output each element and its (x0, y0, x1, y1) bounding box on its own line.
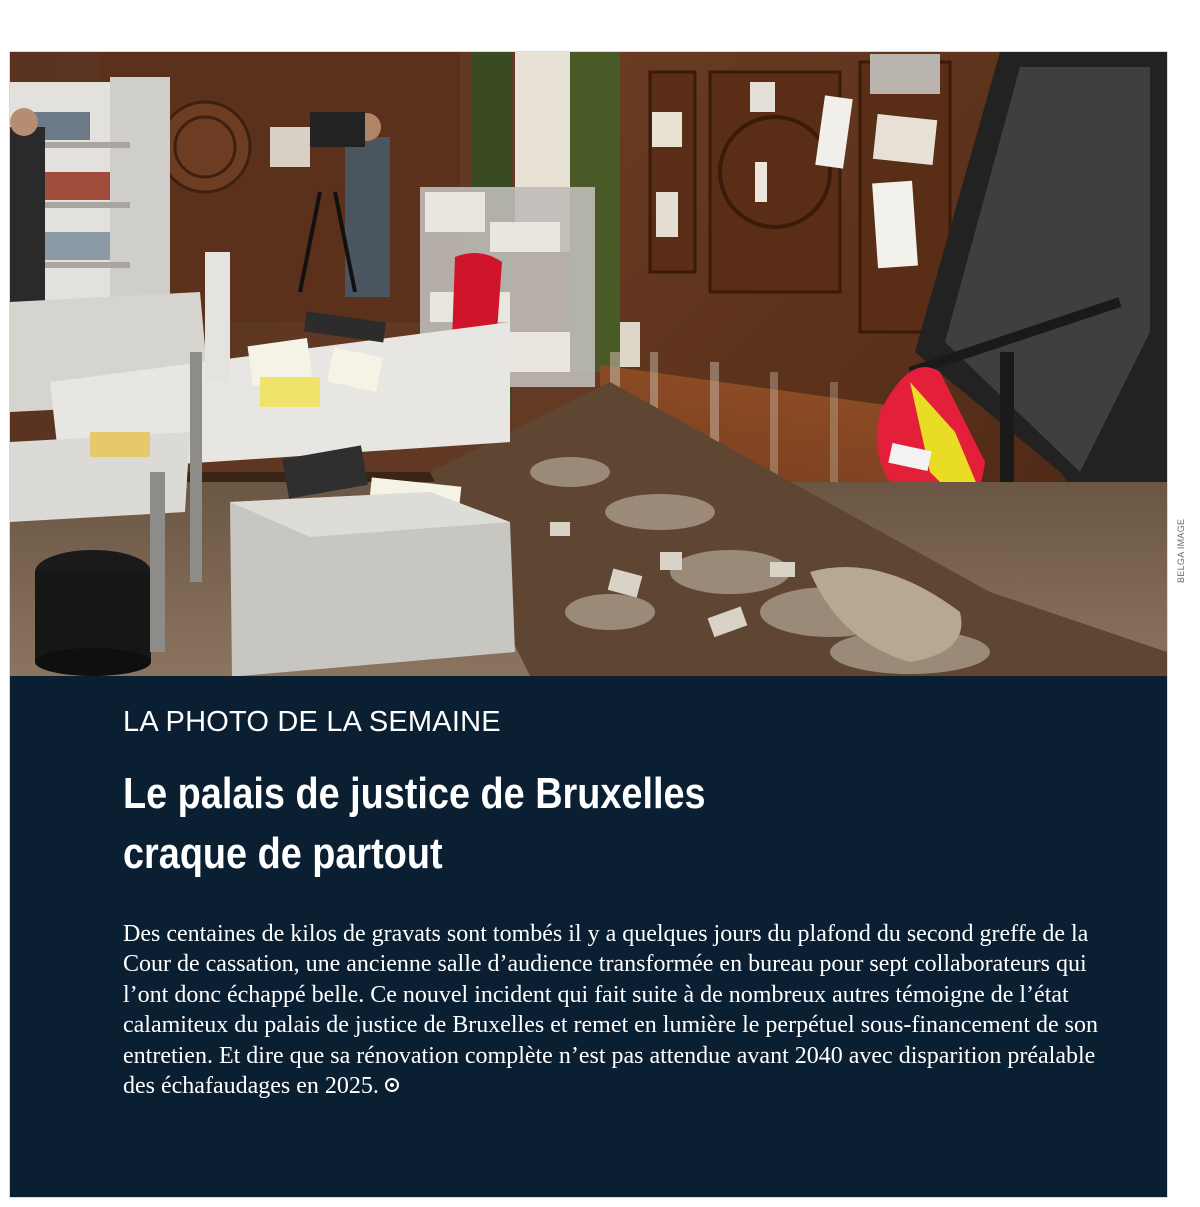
section-kicker: LA PHOTO DE LA SEMAINE (123, 706, 501, 738)
photo-credit: BELGA IMAGE (1176, 518, 1186, 583)
article-body-text: Des centaines de kilos de gravats sont tombés il y a quelques jours du plafond du second greffe de la Cour de cassation, une ancienne salle d’audience transformée en bureau pour sept collaborateurs qui l’ont donc échappé belle. Ce nouvel incident qui fait suite à de nombreux autres témoigne de l’état calamiteux du palais de justice de Bruxelles et remet en lumière le perpétuel sous-financement de son entretien. Et dire que sa rénovation complète n’est pas attendue avant 2040 avec disparition préalable des échafaudages en 2025. (123, 921, 1098, 1100)
article-body (123, 919, 1123, 1101)
article-headline (123, 764, 897, 884)
news-photo (10, 52, 1167, 676)
headline-line-1: Le palais de justice de Bruxelles (123, 769, 706, 818)
end-of-article-icon (385, 1078, 399, 1092)
headline-line-2: craque de partout (123, 829, 443, 878)
caption-panel (10, 676, 1167, 1197)
